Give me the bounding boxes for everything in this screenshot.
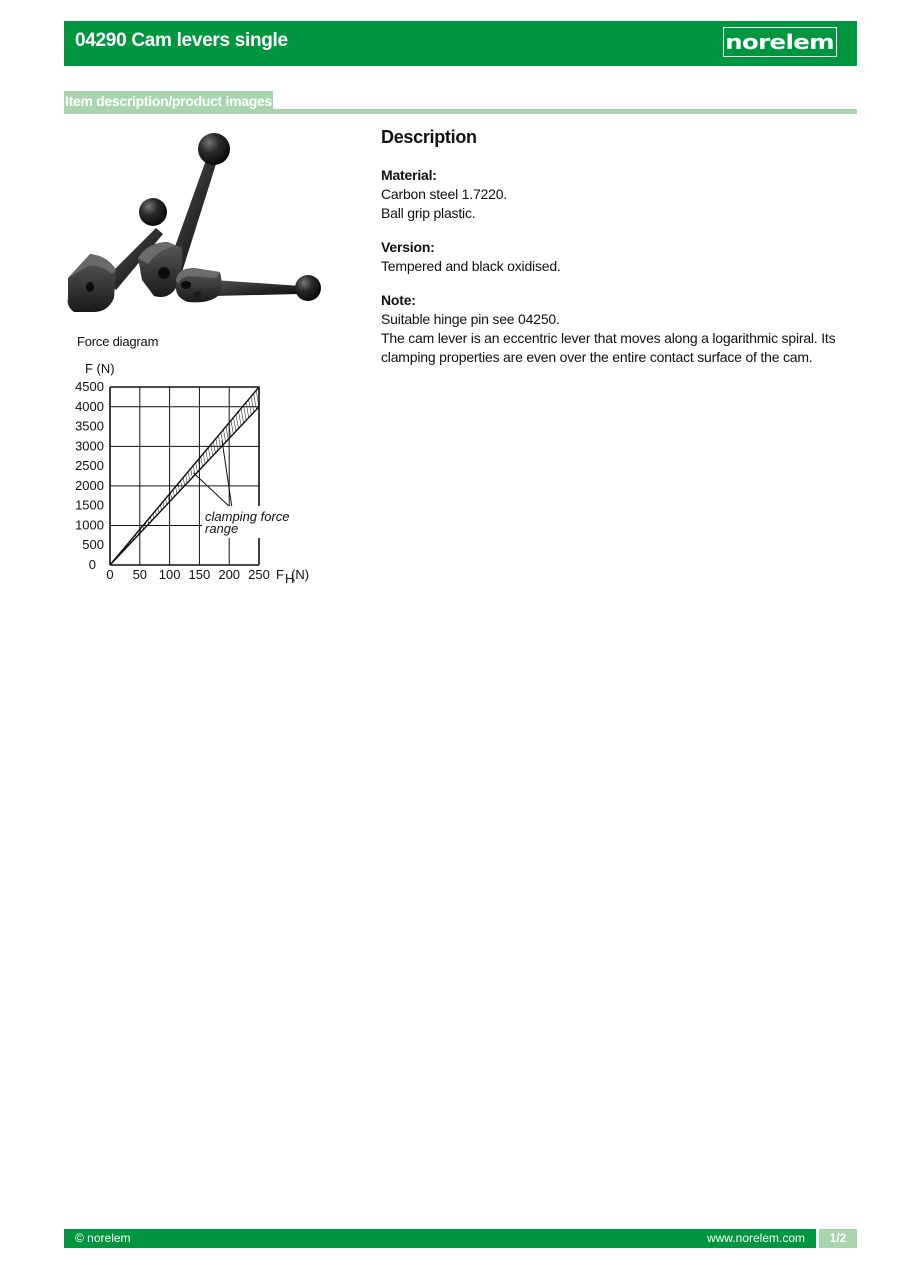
y-tick-label: 1500 bbox=[75, 497, 104, 513]
x-tick-label: 100 bbox=[158, 567, 181, 582]
x-tick-label: 200 bbox=[218, 567, 241, 582]
annotation-text-1: clamping force bbox=[205, 509, 290, 524]
annotation-leader-2 bbox=[222, 440, 232, 508]
logo-text: norelem bbox=[725, 30, 835, 54]
x-tick-label: 150 bbox=[188, 567, 211, 582]
x-tick-label: 250 bbox=[248, 567, 270, 582]
material-line-1: Carbon steel 1.7220. bbox=[381, 186, 507, 202]
y-tick-label: 4500 bbox=[75, 379, 104, 394]
upper-bound-line bbox=[110, 387, 259, 565]
annotation-text-2: range bbox=[205, 521, 239, 536]
x-tick-label: 50 bbox=[132, 567, 148, 582]
y-tick-label: 2000 bbox=[75, 477, 104, 493]
description-section bbox=[381, 128, 851, 382]
note-block bbox=[381, 291, 851, 367]
version-block bbox=[381, 238, 851, 276]
y-axis-label: F (N) bbox=[85, 361, 115, 376]
page-title: 04290 Cam levers single bbox=[75, 30, 288, 51]
force-diagram-chart bbox=[64, 356, 324, 588]
page-footer bbox=[64, 1229, 816, 1248]
version-label: Version: bbox=[381, 239, 435, 255]
y-tick-label: 1000 bbox=[75, 517, 104, 533]
y-tick-label: 3500 bbox=[75, 418, 104, 434]
force-diagram-caption: Force diagram bbox=[77, 334, 159, 349]
norelem-logo bbox=[723, 27, 837, 57]
x-axis-label-main: F bbox=[276, 567, 284, 582]
note-line-1: Suitable hinge pin see 04250. bbox=[381, 311, 560, 327]
cam-lever-product-photo bbox=[64, 130, 324, 320]
footer-copyright: © norelem bbox=[75, 1231, 131, 1245]
x-axis-label-unit: (N) bbox=[291, 567, 310, 582]
y-tick-label: 2500 bbox=[75, 458, 104, 474]
y-tick-label: 4000 bbox=[75, 398, 104, 414]
note-line-2: The cam lever is an eccentric lever that moves along a logarithmic spiral. Its clamping properties are even over the entire contact surface of the cam. bbox=[381, 330, 836, 365]
x-axis-label-sub: H bbox=[285, 571, 295, 586]
note-label: Note: bbox=[381, 292, 416, 308]
x-tick-label: 0 bbox=[106, 567, 114, 582]
page-number: 1/2 bbox=[819, 1229, 857, 1248]
description-title: Description bbox=[381, 127, 477, 147]
material-block bbox=[381, 166, 851, 223]
y-tick-label: 500 bbox=[82, 537, 104, 553]
y-tick-label: 3000 bbox=[75, 438, 104, 454]
page-header bbox=[64, 21, 857, 66]
version-line-1: Tempered and black oxidised. bbox=[381, 258, 561, 274]
footer-website-link[interactable]: www.norelem.com bbox=[706, 1231, 805, 1245]
section-heading: Item description/product images bbox=[64, 91, 273, 112]
y-tick-label: 0 bbox=[88, 557, 96, 572]
material-label: Material: bbox=[381, 167, 437, 183]
material-line-2: Ball grip plastic. bbox=[381, 205, 476, 221]
